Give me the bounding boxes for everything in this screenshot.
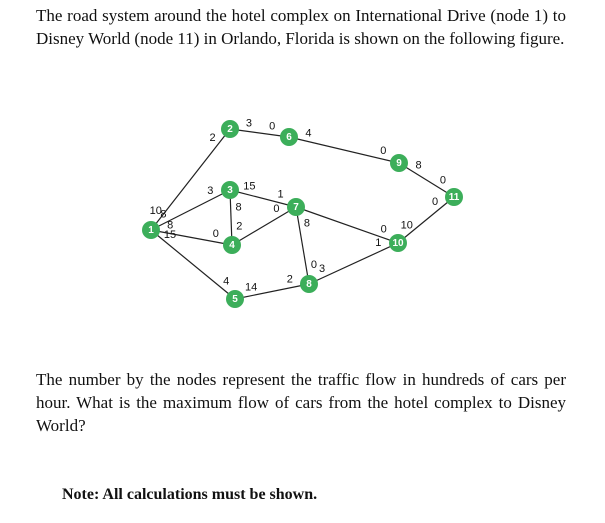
- capacity-6-9-near-9: 0: [380, 145, 387, 158]
- network-edges: [151, 129, 454, 299]
- capacity-5-8-near-8: 2: [286, 273, 293, 286]
- capacity-1-2-near-2: 2: [209, 132, 216, 145]
- capacity-10-11-near-11: 0: [431, 196, 439, 209]
- capacity-8-10-near-8: 3: [318, 263, 326, 276]
- intro-paragraph: The road system around the hotel complex on International Drive (node 1) to Disney World (node 11) in Orlando, Florida is shown on the following figure.: [36, 6, 566, 48]
- node-label-7: 7: [293, 202, 299, 214]
- node-7: [287, 198, 305, 216]
- node-1: [142, 221, 160, 239]
- node-label-6: 6: [286, 132, 292, 144]
- node-label-8: 8: [306, 279, 312, 291]
- question-paragraph: The number by the nodes represent the traffic flow in hundreds of cars per hour. What is the maximum flow of cars from the hotel complex to Disney World?: [36, 370, 566, 435]
- node-label-5: 5: [232, 294, 238, 306]
- capacity-1-5-near-5: 4: [223, 275, 230, 288]
- node-5: [226, 290, 244, 308]
- capacity-3-4-near-3: 8: [235, 201, 242, 214]
- node-label-11: 11: [448, 192, 460, 204]
- capacity-1-5-near-1: 15: [163, 229, 177, 242]
- capacity-7-10-near-10: 0: [380, 223, 387, 236]
- node-label-1: 1: [148, 225, 154, 237]
- capacity-10-11-near-10: 10: [400, 219, 413, 232]
- node-label-4: 4: [229, 240, 235, 252]
- capacity-2-6-near-6: 0: [269, 120, 276, 133]
- node-label-3: 3: [227, 185, 233, 197]
- node-6: [280, 128, 298, 146]
- capacity-1-3-near-3: 3: [207, 184, 214, 197]
- capacity-9-11-near-11: 0: [439, 174, 446, 187]
- capacity-6-9-near-6: 4: [305, 127, 312, 140]
- capacity-9-11-near-9: 8: [415, 159, 422, 172]
- capacity-1-3-near-1: 8: [160, 208, 167, 221]
- node-label-10: 10: [392, 238, 404, 250]
- capacity-7-8-near-8: 0: [310, 258, 317, 271]
- node-label-9: 9: [396, 158, 402, 170]
- node-4: [223, 236, 241, 254]
- capacity-1-4-near-1: 8: [167, 219, 174, 232]
- capacity-1-2-near-1: 10: [149, 204, 162, 217]
- node-10: [389, 234, 407, 252]
- capacity-8-10-near-10: 1: [375, 237, 382, 250]
- node-label-2: 2: [227, 124, 233, 136]
- capacity-3-7-near-3: 15: [243, 180, 256, 193]
- node-2: [221, 120, 239, 138]
- node-11: [445, 188, 463, 206]
- capacity-2-6-near-2: 3: [245, 117, 252, 130]
- capacity-7-8-near-7: 8: [303, 217, 310, 230]
- capacity-3-7-near-7: 1: [277, 188, 284, 201]
- capacity-1-4-near-4: 0: [212, 227, 219, 240]
- network-nodes: [142, 120, 463, 308]
- note-text: Note: All calculations must be shown.: [62, 486, 318, 503]
- node-8: [300, 275, 318, 293]
- capacity-4-7-near-7: 0: [273, 203, 280, 216]
- capacity-3-4-near-4: 2: [236, 220, 243, 233]
- node-9: [390, 154, 408, 172]
- node-3: [221, 181, 239, 199]
- capacity-5-8-near-5: 14: [244, 281, 258, 294]
